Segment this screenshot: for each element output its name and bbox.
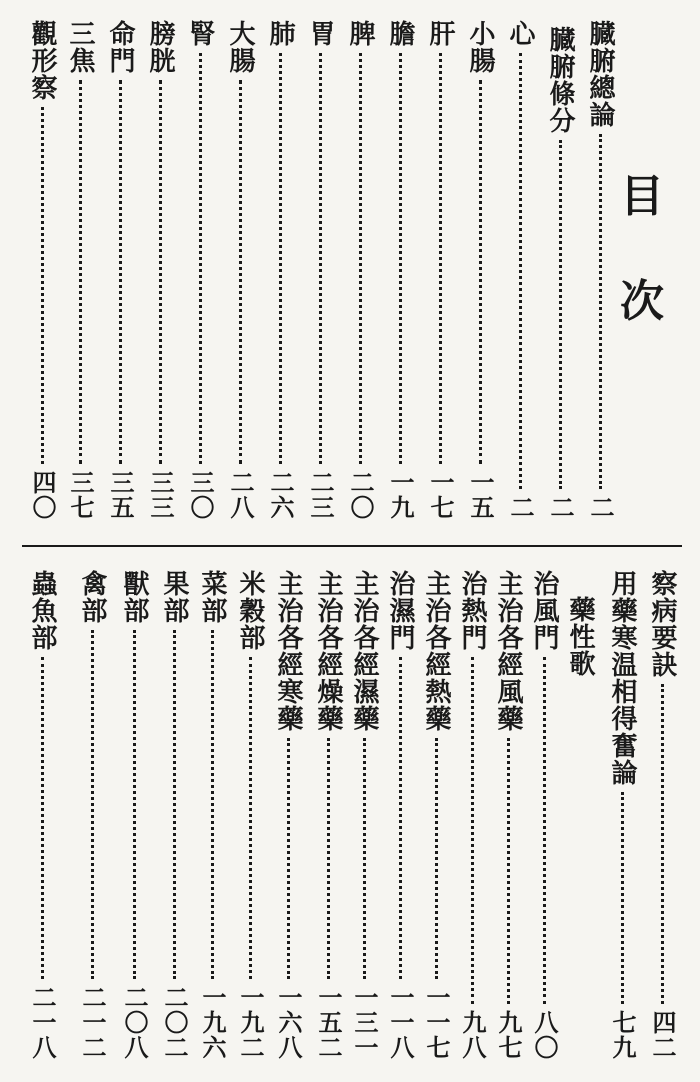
section-divider <box>22 545 682 547</box>
toc-entry[interactable] <box>22 0 62 535</box>
toc-entry-page-number: 一一八 <box>386 985 415 1060</box>
toc-entry[interactable] <box>602 560 642 1070</box>
toc-entry-page-number: 二一二 <box>78 985 107 1060</box>
toc-entry-title: 膽 <box>385 20 415 47</box>
toc-entry[interactable] <box>420 0 460 535</box>
toc-entry[interactable] <box>22 560 62 1070</box>
toc-entry-page-number: 一九 <box>386 470 415 520</box>
toc-upper-section <box>0 0 700 535</box>
toc-entry-page-number: 七九 <box>608 1010 637 1060</box>
toc-entry-title: 果部 <box>159 570 189 624</box>
dot-leader <box>543 657 546 1004</box>
toc-entry[interactable] <box>268 560 308 1070</box>
toc-entry-page-number: 三五 <box>106 470 135 520</box>
toc-entry-title: 肝 <box>425 20 455 47</box>
toc-entry-page-number: 二 <box>586 495 615 520</box>
toc-entry[interactable] <box>380 0 420 535</box>
toc-entry-title: 腎 <box>185 20 215 47</box>
toc-entry[interactable] <box>560 560 600 1070</box>
dot-leader <box>327 738 330 979</box>
toc-entry[interactable] <box>192 560 232 1070</box>
toc-entry-page-number: 二〇二 <box>160 985 189 1060</box>
toc-entry-title: 主治各經風藥 <box>493 570 523 732</box>
dot-leader <box>119 80 122 464</box>
dot-leader <box>399 53 402 464</box>
toc-entry-title: 治風門 <box>529 570 559 651</box>
toc-entry[interactable] <box>540 0 580 535</box>
dot-leader <box>199 53 202 464</box>
toc-entry[interactable] <box>416 560 456 1070</box>
dot-leader <box>471 657 474 1004</box>
toc-entry[interactable] <box>500 0 540 535</box>
toc-entry-title: 小腸 <box>465 20 495 74</box>
toc-entry[interactable] <box>220 0 260 535</box>
toc-entry[interactable] <box>230 560 270 1070</box>
toc-entry-page-number: 二一八 <box>28 985 57 1060</box>
dot-leader <box>211 630 214 979</box>
toc-entry-title: 禽部 <box>77 570 107 624</box>
toc-entry-page-number: 一五 <box>466 470 495 520</box>
toc-entry-title: 胃 <box>305 20 335 47</box>
toc-entry[interactable] <box>642 560 682 1070</box>
toc-entry-title: 獸部 <box>119 570 149 624</box>
toc-entry[interactable] <box>460 0 500 535</box>
toc-entry-title: 主治各經寒藥 <box>273 570 303 732</box>
toc-entry-title: 菜部 <box>197 570 227 624</box>
toc-entry[interactable] <box>380 560 420 1070</box>
toc-entry[interactable] <box>154 560 194 1070</box>
toc-entry-title: 藥性歌 <box>565 596 595 677</box>
toc-entry-title: 臓腑條分 <box>545 26 575 134</box>
dot-leader <box>363 738 366 979</box>
dot-leader <box>359 53 362 464</box>
toc-entry-page-number: 八〇 <box>530 1010 559 1060</box>
toc-entry[interactable] <box>100 0 140 535</box>
dot-leader <box>599 134 602 489</box>
dot-leader <box>133 630 136 979</box>
toc-entry[interactable] <box>300 0 340 535</box>
toc-entry-title: 命門 <box>105 20 135 74</box>
dot-leader <box>173 630 176 979</box>
dot-leader <box>507 738 510 1004</box>
toc-entry-page-number: 二三 <box>306 470 335 520</box>
toc-heading-first-char: 目 <box>620 171 664 222</box>
toc-entry[interactable] <box>524 560 564 1070</box>
dot-leader <box>661 684 664 1004</box>
dot-leader <box>41 657 44 979</box>
toc-entry-page-number: 一九六 <box>198 985 227 1060</box>
toc-entry-page-number: 一三一 <box>350 985 379 1060</box>
toc-entry-page-number: 二八 <box>226 470 255 520</box>
toc-entry-title: 治熱門 <box>457 570 487 651</box>
toc-heading-second-char: 次 <box>620 276 664 327</box>
dot-leader <box>559 140 562 489</box>
toc-entry-page-number: 四〇 <box>28 470 57 520</box>
toc-entry-page-number: 二〇 <box>346 470 375 520</box>
toc-entry-title: 膀胱 <box>145 20 175 74</box>
dot-leader <box>239 80 242 464</box>
toc-entry-title: 蟲魚部 <box>27 570 57 651</box>
dot-leader <box>79 80 82 464</box>
toc-entry-page-number: 一九二 <box>236 985 265 1060</box>
toc-entry-title: 心 <box>505 20 535 47</box>
toc-entry[interactable] <box>260 0 300 535</box>
toc-entry-title: 臓腑總論 <box>585 20 615 128</box>
toc-entry-page-number: 三七 <box>66 470 95 520</box>
toc-entry-page-number: 九七 <box>494 1010 523 1060</box>
toc-entry[interactable] <box>72 560 112 1070</box>
toc-entry-title: 用藥寒温相得奮論 <box>607 570 637 786</box>
toc-entry[interactable] <box>340 0 380 535</box>
toc-entry-page-number: 二六 <box>266 470 295 520</box>
toc-entry-page-number: 二 <box>546 495 575 520</box>
toc-entry-page-number: 四二 <box>648 1010 677 1060</box>
toc-entry-page-number: 一六八 <box>274 985 303 1060</box>
toc-entry-page-number: 二 <box>506 495 535 520</box>
toc-entry[interactable] <box>308 560 348 1070</box>
toc-entry-title: 米穀部 <box>235 570 265 651</box>
dot-leader <box>287 738 290 979</box>
dot-leader <box>159 80 162 464</box>
toc-entry[interactable] <box>488 560 528 1070</box>
dot-leader <box>435 738 438 979</box>
toc-entry-title: 察病要訣 <box>647 570 677 678</box>
toc-entry-title: 大腸 <box>225 20 255 74</box>
toc-entry-page-number: 三三 <box>146 470 175 520</box>
dot-leader <box>479 80 482 464</box>
toc-entry-title: 治濕門 <box>385 570 415 651</box>
toc-entry-title: 主治各經燥藥 <box>313 570 343 732</box>
toc-entry[interactable] <box>114 560 154 1070</box>
toc-entry[interactable] <box>60 0 100 535</box>
toc-entry-page-number: 二〇八 <box>120 985 149 1060</box>
toc-entry-title: 肺 <box>265 20 295 47</box>
dot-leader <box>249 657 252 979</box>
toc-entry-page-number: 一七 <box>426 470 455 520</box>
toc-entry-page-number: 一一七 <box>422 985 451 1060</box>
toc-entry[interactable] <box>452 560 492 1070</box>
toc-entry[interactable] <box>180 0 220 535</box>
dot-leader <box>439 53 442 464</box>
dot-leader <box>279 53 282 464</box>
toc-entry-page-number: 九八 <box>458 1010 487 1060</box>
toc-entry-page-number: 三〇 <box>186 470 215 520</box>
toc-entry[interactable] <box>140 0 180 535</box>
dot-leader <box>621 792 624 1004</box>
dot-leader <box>91 630 94 979</box>
dot-leader <box>519 53 522 489</box>
toc-entry-title: 觀形察 <box>27 20 57 101</box>
toc-entry-page-number: 一五二 <box>314 985 343 1060</box>
toc-entry-title: 三焦 <box>65 20 95 74</box>
dot-leader <box>41 107 44 464</box>
toc-entry-title: 脾 <box>345 20 375 47</box>
dot-leader <box>399 657 402 979</box>
toc-entry[interactable] <box>344 560 384 1070</box>
toc-lower-section <box>0 560 700 1070</box>
toc-entry-title: 主治各經濕藥 <box>349 570 379 732</box>
dot-leader <box>319 53 322 464</box>
toc-entry-title: 主治各經熱藥 <box>421 570 451 732</box>
toc-entry[interactable] <box>580 0 620 535</box>
